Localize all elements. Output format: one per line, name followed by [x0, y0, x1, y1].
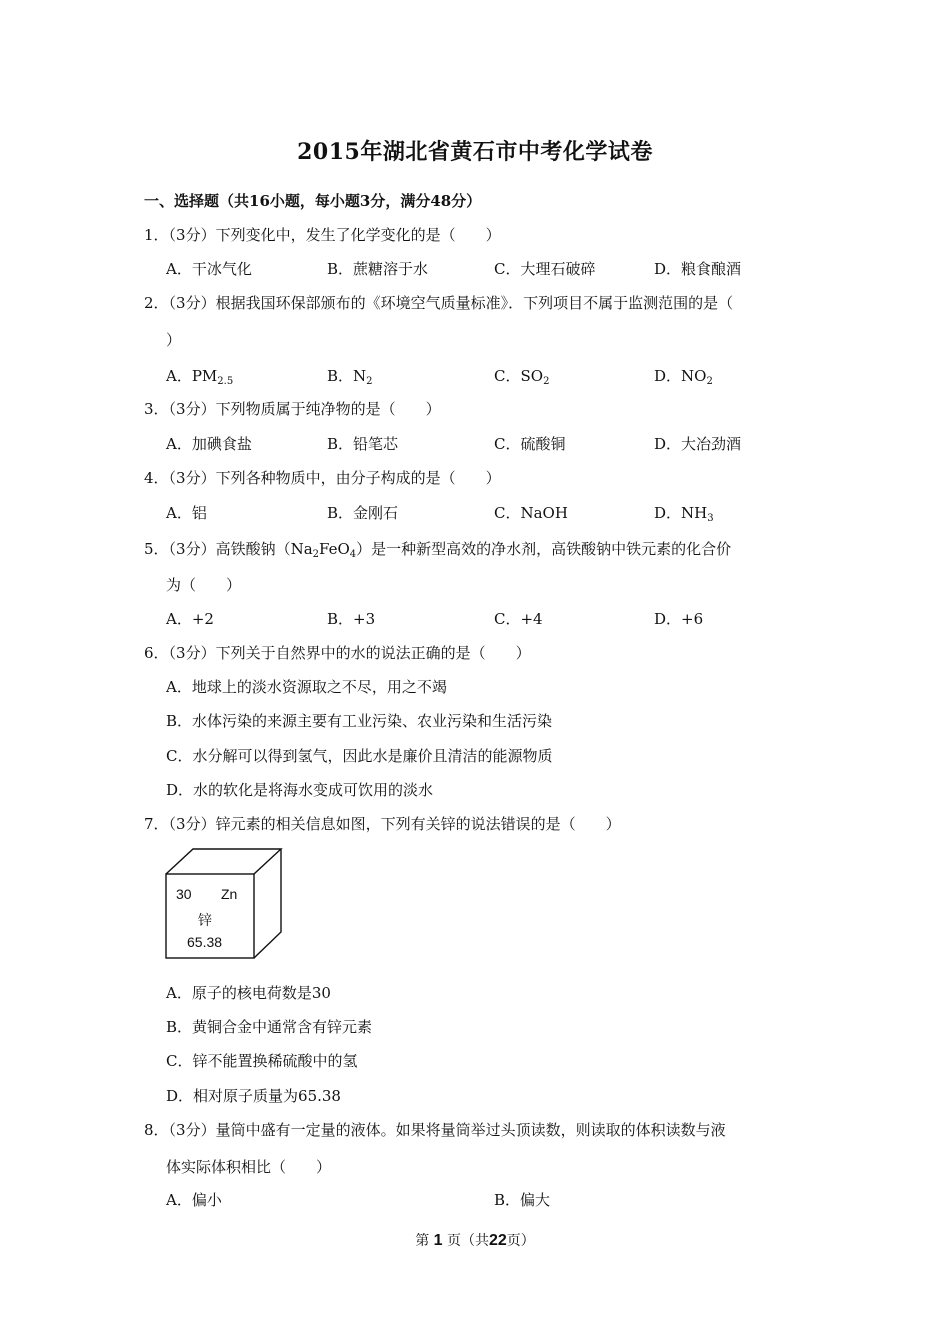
question-5-stem: 5．（3分）高铁酸钠$(Na_2FeO_4)$是一种新型高效的净水剂，高铁酸钠中铁元素的化合价: [144, 540, 732, 560]
question-7-stem: 7．（3分）锌元素的相关信息如图，下列有关锌的说法错误的是（ ）: [144, 815, 621, 833]
question-3-option-a: A．加碘食盐: [166, 435, 252, 453]
footer-prefix: 第: [415, 1233, 430, 1249]
question-7-option-b: B．黄铜合金中通常含有锌元素: [166, 1018, 373, 1036]
footer-page-number: 1: [433, 1232, 443, 1249]
question-4-option-a: A．铝: [166, 504, 207, 522]
page-footer: [0, 1230, 950, 1250]
question-5-stem-cont: 为（ ）: [166, 576, 242, 594]
question-3-option-c: C．硫酸铜: [494, 435, 566, 453]
question-4-stem: 4．（3分）下列各种物质中，由分子构成的是（ ）: [144, 469, 501, 487]
question-6-option-d: D．水的软化是将海水变成可饮用的淡水: [166, 781, 434, 799]
question-2-option-a: A．$PM_{2.5}$: [166, 367, 234, 387]
page-title: 2015年湖北省黄石市中考化学试卷: [297, 139, 653, 165]
question-5-option-b: B．+3: [327, 610, 376, 628]
footer-total-pages: 22: [489, 1232, 507, 1249]
question-2-stem: 2．（3分）根据我国环保部颁布的《环境空气质量标准》．下列项目不属于监测范围的是（: [144, 294, 734, 312]
question-7-option-c: C．锌不能置换稀硫酸中的氢: [166, 1052, 358, 1070]
question-6-option-c: C．水分解可以得到氢气，因此水是廉价且清洁的能源物质: [166, 747, 553, 765]
question-3-option-b: B．铅笔芯: [327, 435, 399, 453]
cube-outline: [165, 848, 283, 960]
question-4-option-d: D．$NH_3$: [654, 504, 714, 524]
element-atomic-mass: 65.38: [187, 934, 223, 950]
question-4-option-b: B．金刚石: [327, 504, 399, 522]
section-heading: 一、选择题（共16小题，每小题3分，满分48分）: [144, 192, 482, 210]
question-7-option-d: D．相对原子质量为65.38: [166, 1087, 341, 1105]
question-1-option-d: D．粮食酿酒: [654, 260, 742, 278]
footer-middle: 页（共: [447, 1233, 489, 1249]
question-3-option-d: D．大冶劲酒: [654, 435, 742, 453]
question-6-stem: 6．（3分）下列关于自然界中的水的说法正确的是（ ）: [144, 644, 531, 662]
element-symbol: Zn: [221, 886, 238, 902]
question-1-option-b: B．蔗糖溶于水: [327, 260, 429, 278]
question-2-option-c: C．$SO_2$: [494, 367, 550, 387]
question-6-option-a: A．地球上的淡水资源取之不尽，用之不竭: [166, 678, 447, 696]
question-1-stem: 1．（3分）下列变化中，发生了化学变化的是（ ）: [144, 226, 501, 244]
question-8-stem-cont: 体实际体积相比（ ）: [166, 1158, 332, 1176]
question-6-option-b: B．水体污染的来源主要有工业污染、农业污染和生活污染: [166, 712, 553, 730]
question-1-option-a: A．干冰气化: [166, 260, 252, 278]
question-3-stem: 3．（3分）下列物质属于纯净物的是（ ）: [144, 400, 441, 418]
question-5-option-c: C．+4: [494, 610, 543, 628]
question-2-option-d: D．$NO_2$: [654, 367, 713, 387]
question-5-option-a: A．+2: [166, 610, 214, 628]
element-atomic-number: 30: [176, 886, 192, 902]
question-8-stem: 8．（3分）量筒中盛有一定量的液体。如果将量筒举过头顶读数，则读取的体积读数与液: [144, 1121, 726, 1139]
footer-suffix: 页）: [506, 1233, 535, 1249]
question-2-stem-cont: ）: [166, 331, 182, 349]
question-8-option-b: B．偏大: [494, 1191, 551, 1209]
question-8-option-a: A．偏小: [166, 1191, 222, 1209]
element-name: 锌: [198, 913, 212, 929]
question-7-option-a: A．原子的核电荷数是30: [166, 984, 331, 1002]
question-2-option-b: B．$N_2$: [327, 367, 373, 387]
question-4-option-c: C．NaOH: [494, 504, 568, 522]
question-5-option-d: D．+6: [654, 610, 704, 628]
question-1-option-c: C．大理石破碎: [494, 260, 596, 278]
element-cell-figure: [165, 848, 283, 960]
